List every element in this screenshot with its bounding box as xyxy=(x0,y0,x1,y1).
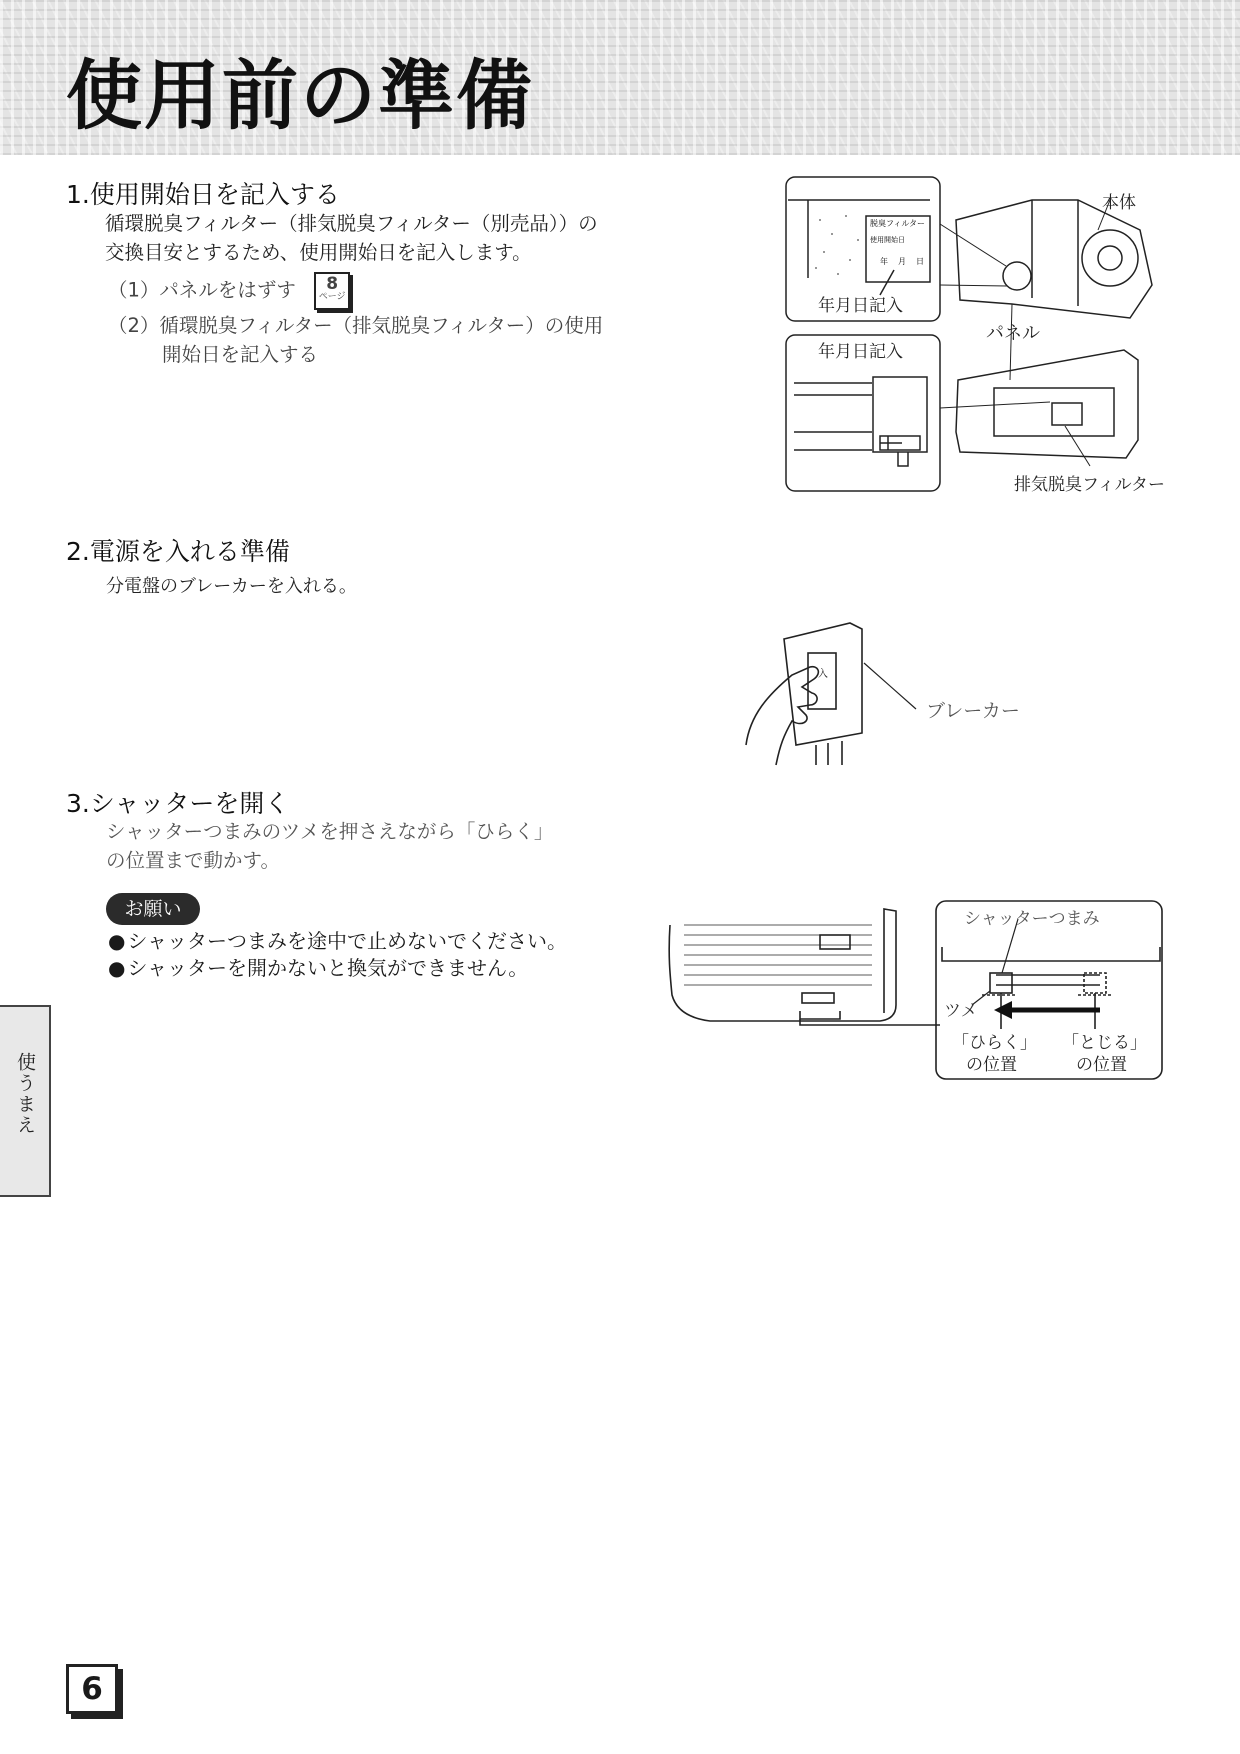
figure-shutter xyxy=(660,895,1170,1085)
label-close-line1: 「とじる」 xyxy=(1062,1033,1147,1053)
section-2-title: 2.電源を入れる準備 xyxy=(66,537,290,566)
section-3-body xyxy=(106,817,553,875)
dotted-texture xyxy=(815,215,859,275)
shutter-knob-closed xyxy=(1084,973,1106,993)
breaker-on-mark: 入 xyxy=(818,669,828,680)
open-arrow-head xyxy=(994,1001,1012,1019)
request-item xyxy=(108,955,567,982)
label-card-month: 月 xyxy=(898,257,906,266)
shutter-knob-open xyxy=(990,973,1012,993)
bullet-icon: ● xyxy=(108,929,126,953)
page-title: 使用前の準備 xyxy=(66,51,534,140)
page-ref-badge[interactable] xyxy=(314,272,350,310)
shutter-knob-small[interactable] xyxy=(802,993,834,1003)
label-close-line2: の位置 xyxy=(1076,1055,1127,1075)
panel-body xyxy=(956,350,1138,458)
section-1-title: 1.使用開始日を記入する xyxy=(66,180,340,209)
page-number: 6 xyxy=(66,1664,118,1714)
page-ref-unit: ページ xyxy=(318,292,346,302)
section-1-step-1 xyxy=(108,272,350,310)
step-1-label: （1）パネルをはずす xyxy=(108,278,296,302)
request-list xyxy=(108,928,567,982)
section-3-body-line-1: シャッターつまみのツメを押さえながら「ひらく」 xyxy=(106,820,554,843)
fan-icon xyxy=(1082,230,1138,286)
section-1-step-2 xyxy=(108,311,603,369)
label-main-unit: 本体 xyxy=(1102,193,1136,213)
figure-breaker xyxy=(740,615,1040,755)
page-ref-number: 8 xyxy=(326,274,339,294)
label-card-day: 日 xyxy=(916,257,924,266)
label-claw: ツメ xyxy=(944,1001,978,1021)
request-item-text: シャッターつまみを途中で止めないでください。 xyxy=(127,929,568,953)
filter-marker xyxy=(1003,262,1031,290)
section-3-body-line-2: の位置まで動かす。 xyxy=(106,849,280,872)
side-tab-label: 使うまえ xyxy=(14,1052,36,1136)
request-item xyxy=(108,928,567,955)
breaker-box xyxy=(784,623,862,745)
label-date-entry-bottom: 年月日記入 xyxy=(818,342,903,362)
request-badge: お願い xyxy=(106,893,200,925)
section-3-title: 3.シャッターを開く xyxy=(66,789,290,818)
label-date-entry-top: 年月日記入 xyxy=(818,296,903,316)
figure-filter-date xyxy=(780,170,1190,500)
label-shutter-knob: シャッターつまみ xyxy=(964,909,1100,929)
label-open-line1: 「ひらく」 xyxy=(952,1033,1037,1053)
step-2-label-line-1: （2）循環脱臭フィルター（排気脱臭フィルター）の使用 xyxy=(108,314,604,337)
label-breaker: ブレーカー xyxy=(926,700,1020,722)
label-card-year: 年 xyxy=(880,257,888,266)
section-2-body: 分電盤のブレーカーを入れる。 xyxy=(106,576,357,597)
section-1-body-line-2: 交換目安とするため、使用開始日を記入します。 xyxy=(105,241,532,264)
section-1-body-line-1: 循環脱臭フィルター（排気脱臭フィルター（別売品））の xyxy=(105,212,598,235)
section-1-body xyxy=(105,209,598,267)
label-exhaust-filter: 排気脱臭フィルター xyxy=(1014,475,1165,495)
label-panel: パネル xyxy=(986,323,1040,344)
request-item-text: シャッターを開かないと換気ができません。 xyxy=(127,956,529,980)
label-card-title: 脱臭フィルター xyxy=(870,219,926,228)
bullet-icon: ● xyxy=(108,956,126,980)
label-open-line2: の位置 xyxy=(966,1055,1017,1075)
step-2-label-line-2: 開始日を記入する xyxy=(162,343,319,366)
label-card-sub: 使用開始日 xyxy=(870,236,905,244)
